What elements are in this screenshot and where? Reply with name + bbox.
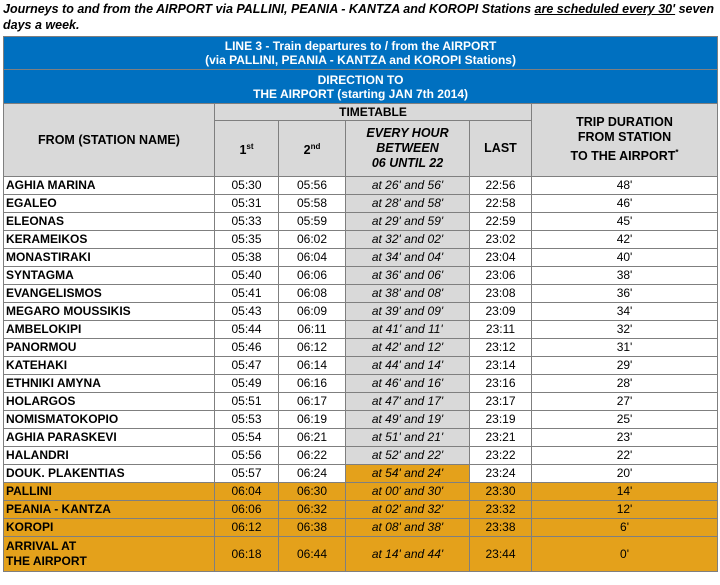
cell-second: 06:14 [279,357,346,375]
cell-second: 06:32 [279,501,346,519]
cell-last: 23:22 [470,447,532,465]
direction-line2: THE AIRPORT (starting JAN 7th 2014) [253,86,468,101]
cell-duration: 27' [532,393,718,411]
cell-last: 23:30 [470,483,532,501]
cell-last: 22:58 [470,195,532,213]
cell-second: 06:22 [279,447,346,465]
cell-duration: 32' [532,321,718,339]
cell-station: DOUK. PLAKENTIAS [4,465,215,483]
cell-duration: 28' [532,375,718,393]
cell-every: at 44' and 14' [346,357,470,375]
duration-line3-text: TO THE AIRPORT [570,149,676,164]
cell-every: at 51' and 21' [346,429,470,447]
station-row [4,483,718,501]
station-row [4,393,718,411]
cell-first: 05:38 [215,249,279,267]
cell-station: MONASTIRAKI [4,249,215,267]
cell-every: at 47' and 17' [346,393,470,411]
cell-second: 06:38 [279,519,346,537]
first-train-header [215,121,279,177]
cell-first: 05:31 [215,195,279,213]
arrival-last: 23:44 [470,537,532,572]
first-num: 1 [239,143,247,158]
cell-first: 05:56 [215,447,279,465]
cell-every: at 26' and 56' [346,177,470,195]
cell-first: 05:35 [215,231,279,249]
first-sup: st [246,142,254,152]
cell-first: 06:04 [215,483,279,501]
cell-duration: 45' [532,213,718,231]
cell-every: at 32' and 02' [346,231,470,249]
cell-last: 23:32 [470,501,532,519]
cell-every: at 38' and 08' [346,285,470,303]
cell-duration: 12' [532,501,718,519]
cell-every: at 36' and 06' [346,267,470,285]
arrival-line2: THE AIRPORT [6,554,87,568]
cell-duration: 25' [532,411,718,429]
station-row [4,339,718,357]
cell-station: SYNTAGMA [4,267,215,285]
station-row [4,303,718,321]
banner-title-row [4,37,718,70]
cell-duration: 20' [532,465,718,483]
banner-direction [4,70,718,104]
duration-line2: FROM STATION [577,130,672,145]
cell-first: 05:49 [215,375,279,393]
intro-text [3,1,717,33]
cell-last: 23:02 [470,231,532,249]
cell-last: 23:11 [470,321,532,339]
header-row-1 [4,104,718,121]
cell-every: at 29' and 59' [346,213,470,231]
arrival-duration: 0' [532,537,718,572]
cell-every: at 54' and 24' [346,465,470,483]
cell-station: AGHIA MARINA [4,177,215,195]
banner-direction-row [4,70,718,104]
every-hour-line1: EVERY HOUR [366,126,449,141]
every-hour-line3: 06 UNTIL 22 [371,156,444,171]
cell-second: 06:04 [279,249,346,267]
cell-duration: 36' [532,285,718,303]
station-row [4,321,718,339]
cell-every: at 52' and 22' [346,447,470,465]
second-sup: nd [310,142,321,152]
cell-second: 06:06 [279,267,346,285]
cell-first: 05:40 [215,267,279,285]
cell-first: 05:30 [215,177,279,195]
cell-every: at 46' and 16' [346,375,470,393]
station-row [4,447,718,465]
cell-first: 05:46 [215,339,279,357]
banner-line1: LINE 3 - Train departures to / from the AIRPORT [224,39,497,53]
banner-line2: (via PALLINI, PEANIA - KANTZA and KOROPI Stations) [205,53,516,67]
cell-station: HALANDRI [4,447,215,465]
second-num: 2 [303,143,311,158]
station-row [4,411,718,429]
cell-duration: 34' [532,303,718,321]
cell-station: PEANIA - KANTZA [4,501,215,519]
arrival-row [4,537,718,572]
cell-duration: 31' [532,339,718,357]
cell-station: EGALEO [4,195,215,213]
cell-duration: 38' [532,267,718,285]
cell-last: 23:38 [470,519,532,537]
cell-second: 06:02 [279,231,346,249]
station-row [4,375,718,393]
duration-line3 [534,145,715,164]
cell-duration: 29' [532,357,718,375]
cell-last: 23:19 [470,411,532,429]
cell-station: KERAMEIKOS [4,231,215,249]
cell-duration: 42' [532,231,718,249]
station-row [4,429,718,447]
timetable-header: TIMETABLE [215,104,532,121]
station-row [4,195,718,213]
cell-second: 06:08 [279,285,346,303]
cell-second: 06:09 [279,303,346,321]
cell-every: at 00' and 30' [346,483,470,501]
cell-last: 23:06 [470,267,532,285]
cell-last: 23:08 [470,285,532,303]
cell-first: 05:33 [215,213,279,231]
cell-station: ETHNIKI AMYNA [4,375,215,393]
station-row [4,249,718,267]
cell-first: 06:06 [215,501,279,519]
cell-last: 22:59 [470,213,532,231]
cell-second: 06:30 [279,483,346,501]
cell-station: PANORMOU [4,339,215,357]
cell-station: KATEHAKI [4,357,215,375]
cell-second: 05:56 [279,177,346,195]
cell-last: 23:09 [470,303,532,321]
intro-text-part2: seven days a week. [3,2,715,32]
cell-first: 05:53 [215,411,279,429]
duration-footnote-mark: * [675,148,679,158]
station-row [4,465,718,483]
cell-station: PALLINI [4,483,215,501]
cell-duration: 6' [532,519,718,537]
cell-first: 06:12 [215,519,279,537]
from-station-header: FROM (STATION NAME) [4,104,215,177]
cell-every: at 41' and 11' [346,321,470,339]
last-train-header: LAST [470,121,532,177]
cell-every: at 39' and 09' [346,303,470,321]
arrival-first: 06:18 [215,537,279,572]
cell-station: HOLARGOS [4,393,215,411]
cell-first: 05:43 [215,303,279,321]
cell-second: 06:16 [279,375,346,393]
station-row [4,267,718,285]
arrival-every: at 14' and 44' [346,537,470,572]
cell-every: at 08' and 38' [346,519,470,537]
station-row [4,177,718,195]
cell-last: 23:17 [470,393,532,411]
cell-first: 05:51 [215,393,279,411]
cell-duration: 48' [532,177,718,195]
cell-every: at 42' and 12' [346,339,470,357]
cell-duration: 14' [532,483,718,501]
station-row [4,519,718,537]
cell-station: AGHIA PARASKEVI [4,429,215,447]
cell-second: 05:58 [279,195,346,213]
arrival-line1: ARRIVAL AT [6,539,77,553]
second-train-header [279,121,346,177]
cell-station: MEGARO MOUSSIKIS [4,303,215,321]
direction-line1: DIRECTION TO [317,72,404,87]
station-row [4,231,718,249]
cell-first: 05:47 [215,357,279,375]
cell-station: AMBELOKIPI [4,321,215,339]
cell-duration: 40' [532,249,718,267]
cell-last: 23:12 [470,339,532,357]
cell-station: EVANGELISMOS [4,285,215,303]
cell-last: 23:04 [470,249,532,267]
cell-duration: 46' [532,195,718,213]
cell-duration: 23' [532,429,718,447]
cell-every: at 28' and 58' [346,195,470,213]
cell-second: 06:21 [279,429,346,447]
station-row [4,213,718,231]
cell-first: 05:54 [215,429,279,447]
station-row [4,285,718,303]
cell-duration: 22' [532,447,718,465]
cell-first: 05:57 [215,465,279,483]
every-hour-line2: BETWEEN [376,141,439,156]
every-hour-header [346,121,470,177]
arrival-second: 06:44 [279,537,346,572]
cell-station: ELEONAS [4,213,215,231]
banner-title [4,37,718,70]
cell-second: 06:11 [279,321,346,339]
cell-last: 23:21 [470,429,532,447]
trip-duration-header [532,104,718,177]
cell-second: 05:59 [279,213,346,231]
cell-station: KOROPI [4,519,215,537]
arrival-station [4,537,215,572]
cell-second: 06:24 [279,465,346,483]
timetable [3,36,718,572]
cell-first: 05:44 [215,321,279,339]
cell-every: at 02' and 32' [346,501,470,519]
duration-line1: TRIP DURATION [576,115,673,130]
cell-first: 05:41 [215,285,279,303]
cell-last: 23:14 [470,357,532,375]
intro-text-part1: Journeys to and from the AIRPORT via PALLINI, PEANIA - KANTZA and KOROPI Stations [3,2,535,16]
cell-every: at 49' and 19' [346,411,470,429]
cell-second: 06:17 [279,393,346,411]
intro-text-underlined: are scheduled every 30' [534,2,676,16]
cell-station: NOMISMATOKOPIO [4,411,215,429]
cell-second: 06:12 [279,339,346,357]
cell-last: 23:16 [470,375,532,393]
station-row [4,357,718,375]
cell-last: 23:24 [470,465,532,483]
cell-last: 22:56 [470,177,532,195]
station-row [4,501,718,519]
cell-second: 06:19 [279,411,346,429]
cell-every: at 34' and 04' [346,249,470,267]
